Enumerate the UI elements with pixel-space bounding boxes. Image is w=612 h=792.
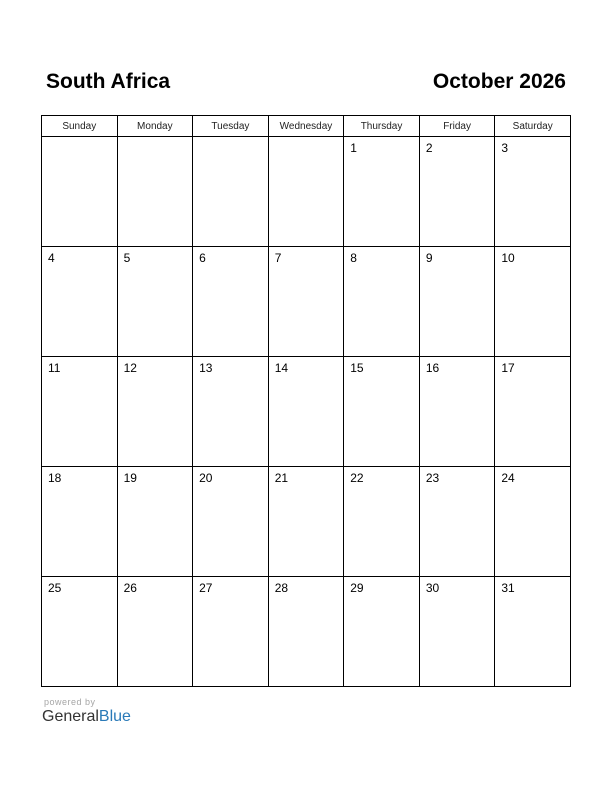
day-cell: [419, 577, 495, 687]
day-number: 7: [274, 251, 282, 265]
day-cell: [117, 467, 193, 577]
day-cell: [193, 357, 269, 467]
day-cell: [268, 357, 344, 467]
day-number: 1: [350, 141, 357, 155]
day-number: 14: [274, 361, 289, 375]
day-number: 30: [425, 581, 440, 595]
day-cell: [117, 577, 193, 687]
weekday-header: Friday: [419, 116, 495, 137]
day-number: 5: [123, 251, 131, 265]
day-cell: [268, 137, 344, 247]
calendar-header: [46, 70, 566, 100]
day-cell: [495, 577, 571, 687]
day-cell: [495, 357, 571, 467]
day-number: 24: [501, 471, 515, 485]
day-number: 3: [501, 141, 509, 155]
weekday-header: Tuesday: [193, 116, 269, 137]
powered-by-text: powered by: [44, 697, 96, 707]
brand-logo: [42, 708, 131, 726]
day-number: 25: [48, 581, 62, 595]
week-row: [42, 467, 571, 577]
day-cell: [495, 467, 571, 577]
day-number: 29: [350, 581, 364, 595]
day-number: 11: [48, 361, 61, 375]
day-number: 19: [123, 471, 137, 485]
weekday-header: Sunday: [42, 116, 118, 137]
day-number: 21: [274, 471, 289, 485]
day-cell: [117, 247, 193, 357]
day-cell: [117, 357, 193, 467]
brand-general: General: [42, 708, 99, 725]
day-cell: [419, 357, 495, 467]
day-number: 20: [199, 471, 213, 485]
day-number: 10: [501, 251, 515, 265]
footer-branding: [42, 697, 131, 726]
week-row: [42, 577, 571, 687]
day-cell: [193, 467, 269, 577]
day-cell: [117, 137, 193, 247]
day-cell: [193, 247, 269, 357]
day-cell: [42, 137, 118, 247]
day-number: 4: [48, 251, 55, 265]
month-title: October 2026: [432, 70, 566, 93]
day-number: 9: [425, 251, 433, 265]
day-cell: [344, 247, 420, 357]
day-number: 6: [199, 251, 206, 265]
day-number: 15: [350, 361, 364, 375]
day-cell: [42, 467, 118, 577]
day-cell: [344, 467, 420, 577]
weekday-header: Saturday: [495, 116, 571, 137]
day-number: 16: [425, 361, 440, 375]
brand-blue: Blue: [98, 708, 131, 725]
weekday-header: Wednesday: [268, 116, 344, 137]
day-number: [269, 137, 344, 141]
day-cell: [42, 357, 118, 467]
day-number: 12: [123, 361, 137, 375]
day-cell: [495, 247, 571, 357]
weekday-header: Thursday: [344, 116, 420, 137]
week-row: [42, 357, 571, 467]
day-number: [193, 137, 268, 141]
day-number: 23: [425, 471, 440, 485]
country-title: South Africa: [46, 70, 171, 93]
week-row: [42, 247, 571, 357]
day-cell: [344, 577, 420, 687]
day-cell: [193, 577, 269, 687]
day-cell: [419, 467, 495, 577]
day-number: 2: [425, 141, 433, 155]
week-row: [42, 137, 571, 247]
calendar-grid: [41, 115, 571, 687]
day-number: 22: [350, 471, 364, 485]
day-cell: [268, 467, 344, 577]
day-number: 17: [501, 361, 515, 375]
day-number: 26: [123, 581, 137, 595]
day-number: [42, 137, 117, 141]
day-cell: [268, 247, 344, 357]
weekday-header-row: [42, 116, 571, 137]
day-cell: [42, 247, 118, 357]
day-number: 13: [199, 361, 213, 375]
day-cell: [419, 247, 495, 357]
day-number: [118, 137, 193, 141]
day-cell: [193, 137, 269, 247]
day-cell: [42, 577, 118, 687]
day-cell: [419, 137, 495, 247]
day-number: 18: [48, 471, 62, 485]
day-cell: [344, 137, 420, 247]
weekday-header: Monday: [117, 116, 193, 137]
day-number: 27: [199, 581, 213, 595]
day-cell: [495, 137, 571, 247]
day-cell: [268, 577, 344, 687]
day-number: 8: [350, 251, 357, 265]
day-cell: [344, 357, 420, 467]
day-number: 28: [274, 581, 289, 595]
day-number: 31: [501, 581, 515, 595]
